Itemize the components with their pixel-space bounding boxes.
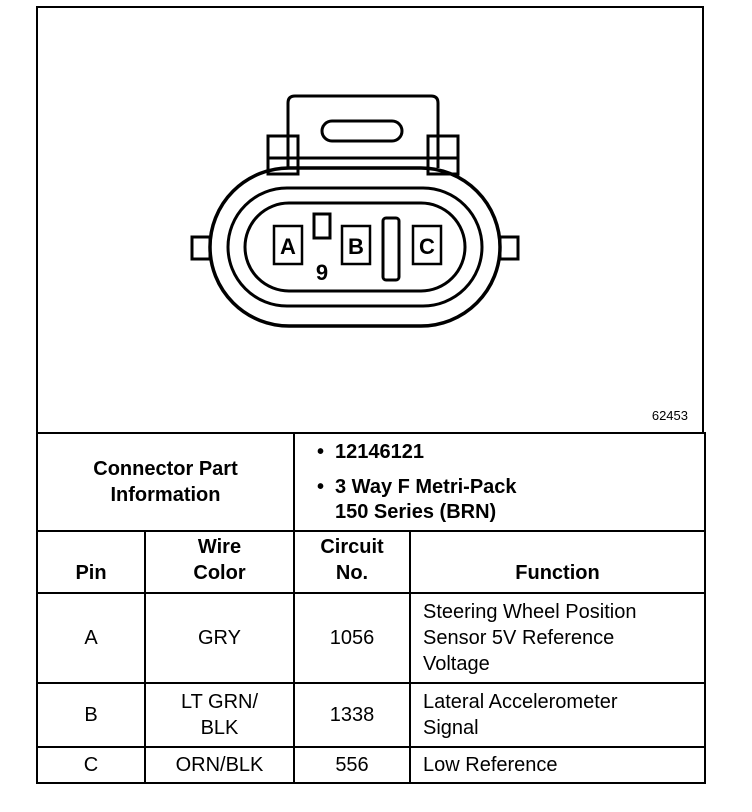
row-c-circuit: 556 <box>294 747 410 783</box>
row-b-wire-color: LT GRN/ BLK <box>145 683 294 747</box>
part-info-label-line2: Information <box>110 484 221 506</box>
row-c-function: Low Reference <box>410 747 705 783</box>
part-number: • 12146121 <box>335 440 704 465</box>
row-a-pin: A <box>37 593 145 683</box>
table-row <box>37 747 705 783</box>
header-function: Function <box>410 531 705 593</box>
header-row <box>37 531 705 593</box>
part-description-line1: • 3 Way F Metri-Pack <box>335 475 704 500</box>
pin-label-c: C <box>419 234 435 259</box>
part-info-label-cell <box>37 433 294 531</box>
row-c-wire-color: ORN/BLK <box>145 747 294 783</box>
row-b-circuit: 1338 <box>294 683 410 747</box>
part-description-line2: 150 Series (BRN) <box>335 500 497 523</box>
side-ear-right <box>500 237 518 259</box>
row-a-circuit: 1056 <box>294 593 410 683</box>
key-rib-top <box>314 214 330 238</box>
table-row <box>37 683 705 747</box>
pin-label-a: A <box>280 234 296 259</box>
part-info-details <box>294 433 705 531</box>
table-row <box>37 593 705 683</box>
connector-sheet <box>36 6 704 784</box>
connector-table <box>36 432 706 784</box>
row-b-function: Lateral Accelerometer Signal <box>410 683 705 747</box>
header-wire-color: Wire Color <box>145 531 294 593</box>
side-ear-left <box>192 237 210 259</box>
row-b-pin: B <box>37 683 145 747</box>
tab-slot <box>322 121 402 141</box>
part-info-row <box>37 433 705 531</box>
polarity-mark: 9 <box>315 260 329 285</box>
header-pin: Pin <box>37 531 145 593</box>
connector-face-view <box>38 8 706 434</box>
pin-label-b: B <box>348 234 364 259</box>
row-c-pin: C <box>37 747 145 783</box>
part-info-label-line1: Connector Part <box>93 458 238 480</box>
row-a-wire-color: GRY <box>145 593 294 683</box>
figure-number: 62453 <box>651 408 688 423</box>
header-circuit: Circuit No. <box>294 531 410 593</box>
connector-drawing <box>36 6 704 432</box>
key-rib-middle <box>383 218 399 280</box>
row-a-function: Steering Wheel Position Sensor 5V Reference Voltage <box>410 593 705 683</box>
